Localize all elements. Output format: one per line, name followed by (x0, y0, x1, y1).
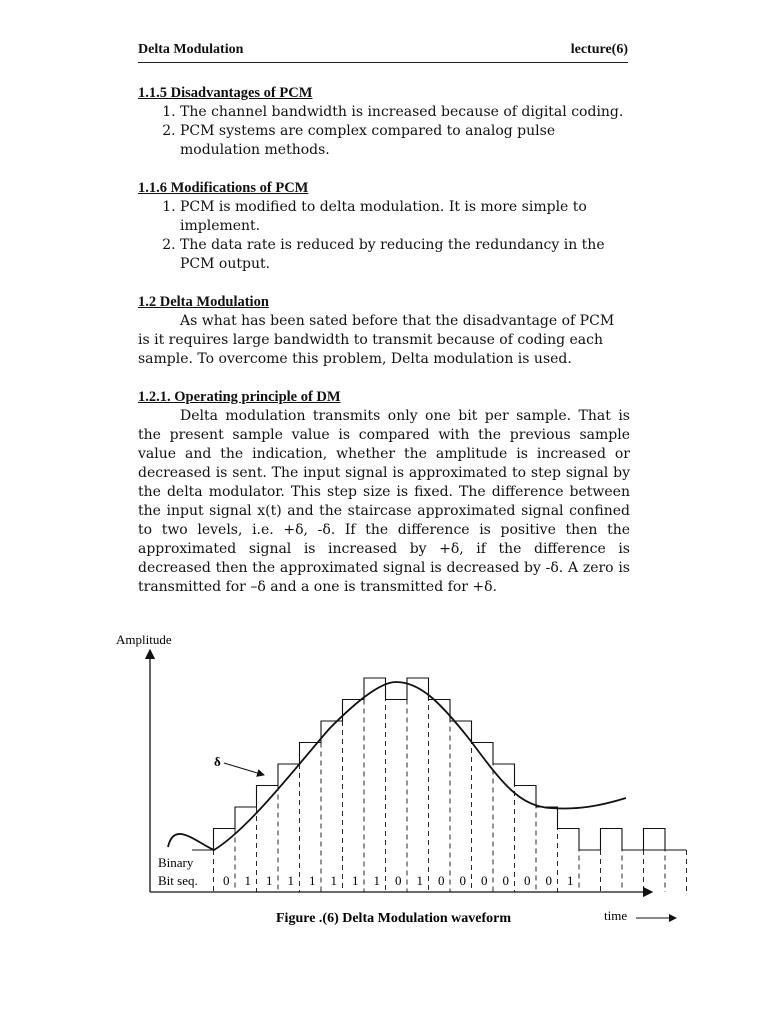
bit-value: 0 (223, 873, 230, 888)
bit-value: 1 (330, 873, 337, 888)
header-title: Delta Modulation (138, 42, 244, 57)
bit-value: 1 (266, 873, 273, 888)
binary-label: Binary (158, 855, 194, 870)
list-item: 2. The data rate is reduced by reducing the redundancy in the PCM output. (180, 236, 630, 274)
bit-value: 0 (459, 873, 466, 888)
list-item: 1. The channel bandwidth is increased because of digital coding. (180, 103, 630, 122)
section-title-delta: 1.2 Delta Modulation (138, 294, 269, 310)
bit-value: 0 (524, 873, 531, 888)
delta-paragraph: As what has been sated before that the disadvantage of PCM is it requires large bandwidth to transmit because of coding each sample. To overcome this problem, Delta modulation is used. (138, 313, 615, 367)
bit-value: 0 (395, 873, 402, 888)
bit-value: 1 (287, 873, 294, 888)
bit-value: 1 (373, 873, 380, 888)
bit-value: 1 (309, 873, 316, 888)
bit-value: 0 (545, 873, 552, 888)
bit-value: 0 (481, 873, 488, 888)
bit-value: 1 (567, 873, 574, 888)
list-item: 1. PCM is modified to delta modulation. It is more simple to implement. (180, 198, 630, 236)
bit-value: 1 (244, 873, 251, 888)
section-title-modifications: 1.1.6 Modifications of PCM (138, 180, 309, 196)
delta-arrow (224, 763, 264, 775)
bit-value: 1 (352, 873, 359, 888)
bit-value: 0 (438, 873, 445, 888)
section-title-disadvantages: 1.1.5 Disadvantages of PCM (138, 85, 313, 101)
x-axis-label: time (604, 908, 628, 923)
bit-value: 0 (502, 873, 509, 888)
list-item: 2. PCM systems are complex compared to analog pulse modulation methods. (180, 122, 630, 160)
section-title-principle: 1.2.1. Operating principle of DM (138, 389, 341, 405)
delta-label: δ (214, 754, 221, 769)
figure-caption: Figure .(6) Delta Modulation waveform (276, 911, 511, 926)
bit-value: 1 (416, 873, 423, 888)
principle-paragraph: Delta modulation transmits only one bit per sample. That is the present sample value is compared with the previous sample value and the indication, whether the amplitude is increased or decreased is sent. The input signal is approximated to step signal by the delta modulator. This step size is fixed. The difference between the input signal x(t) and the staircase approximated signal confined to two levels, i.e. +δ, -δ. If the difference is positive then the approximated signal is increased by +δ, if the difference is decreased then the approximated signal is decreased by -δ. A zero is transmitted for –δ and a one is transmitted for +δ. (138, 408, 630, 595)
y-axis-label: Amplitude (116, 632, 172, 647)
bit-seq-label: Bit seq. (158, 873, 198, 888)
bit-sequence (223, 873, 574, 888)
header-lecture: lecture(6) (570, 42, 628, 57)
